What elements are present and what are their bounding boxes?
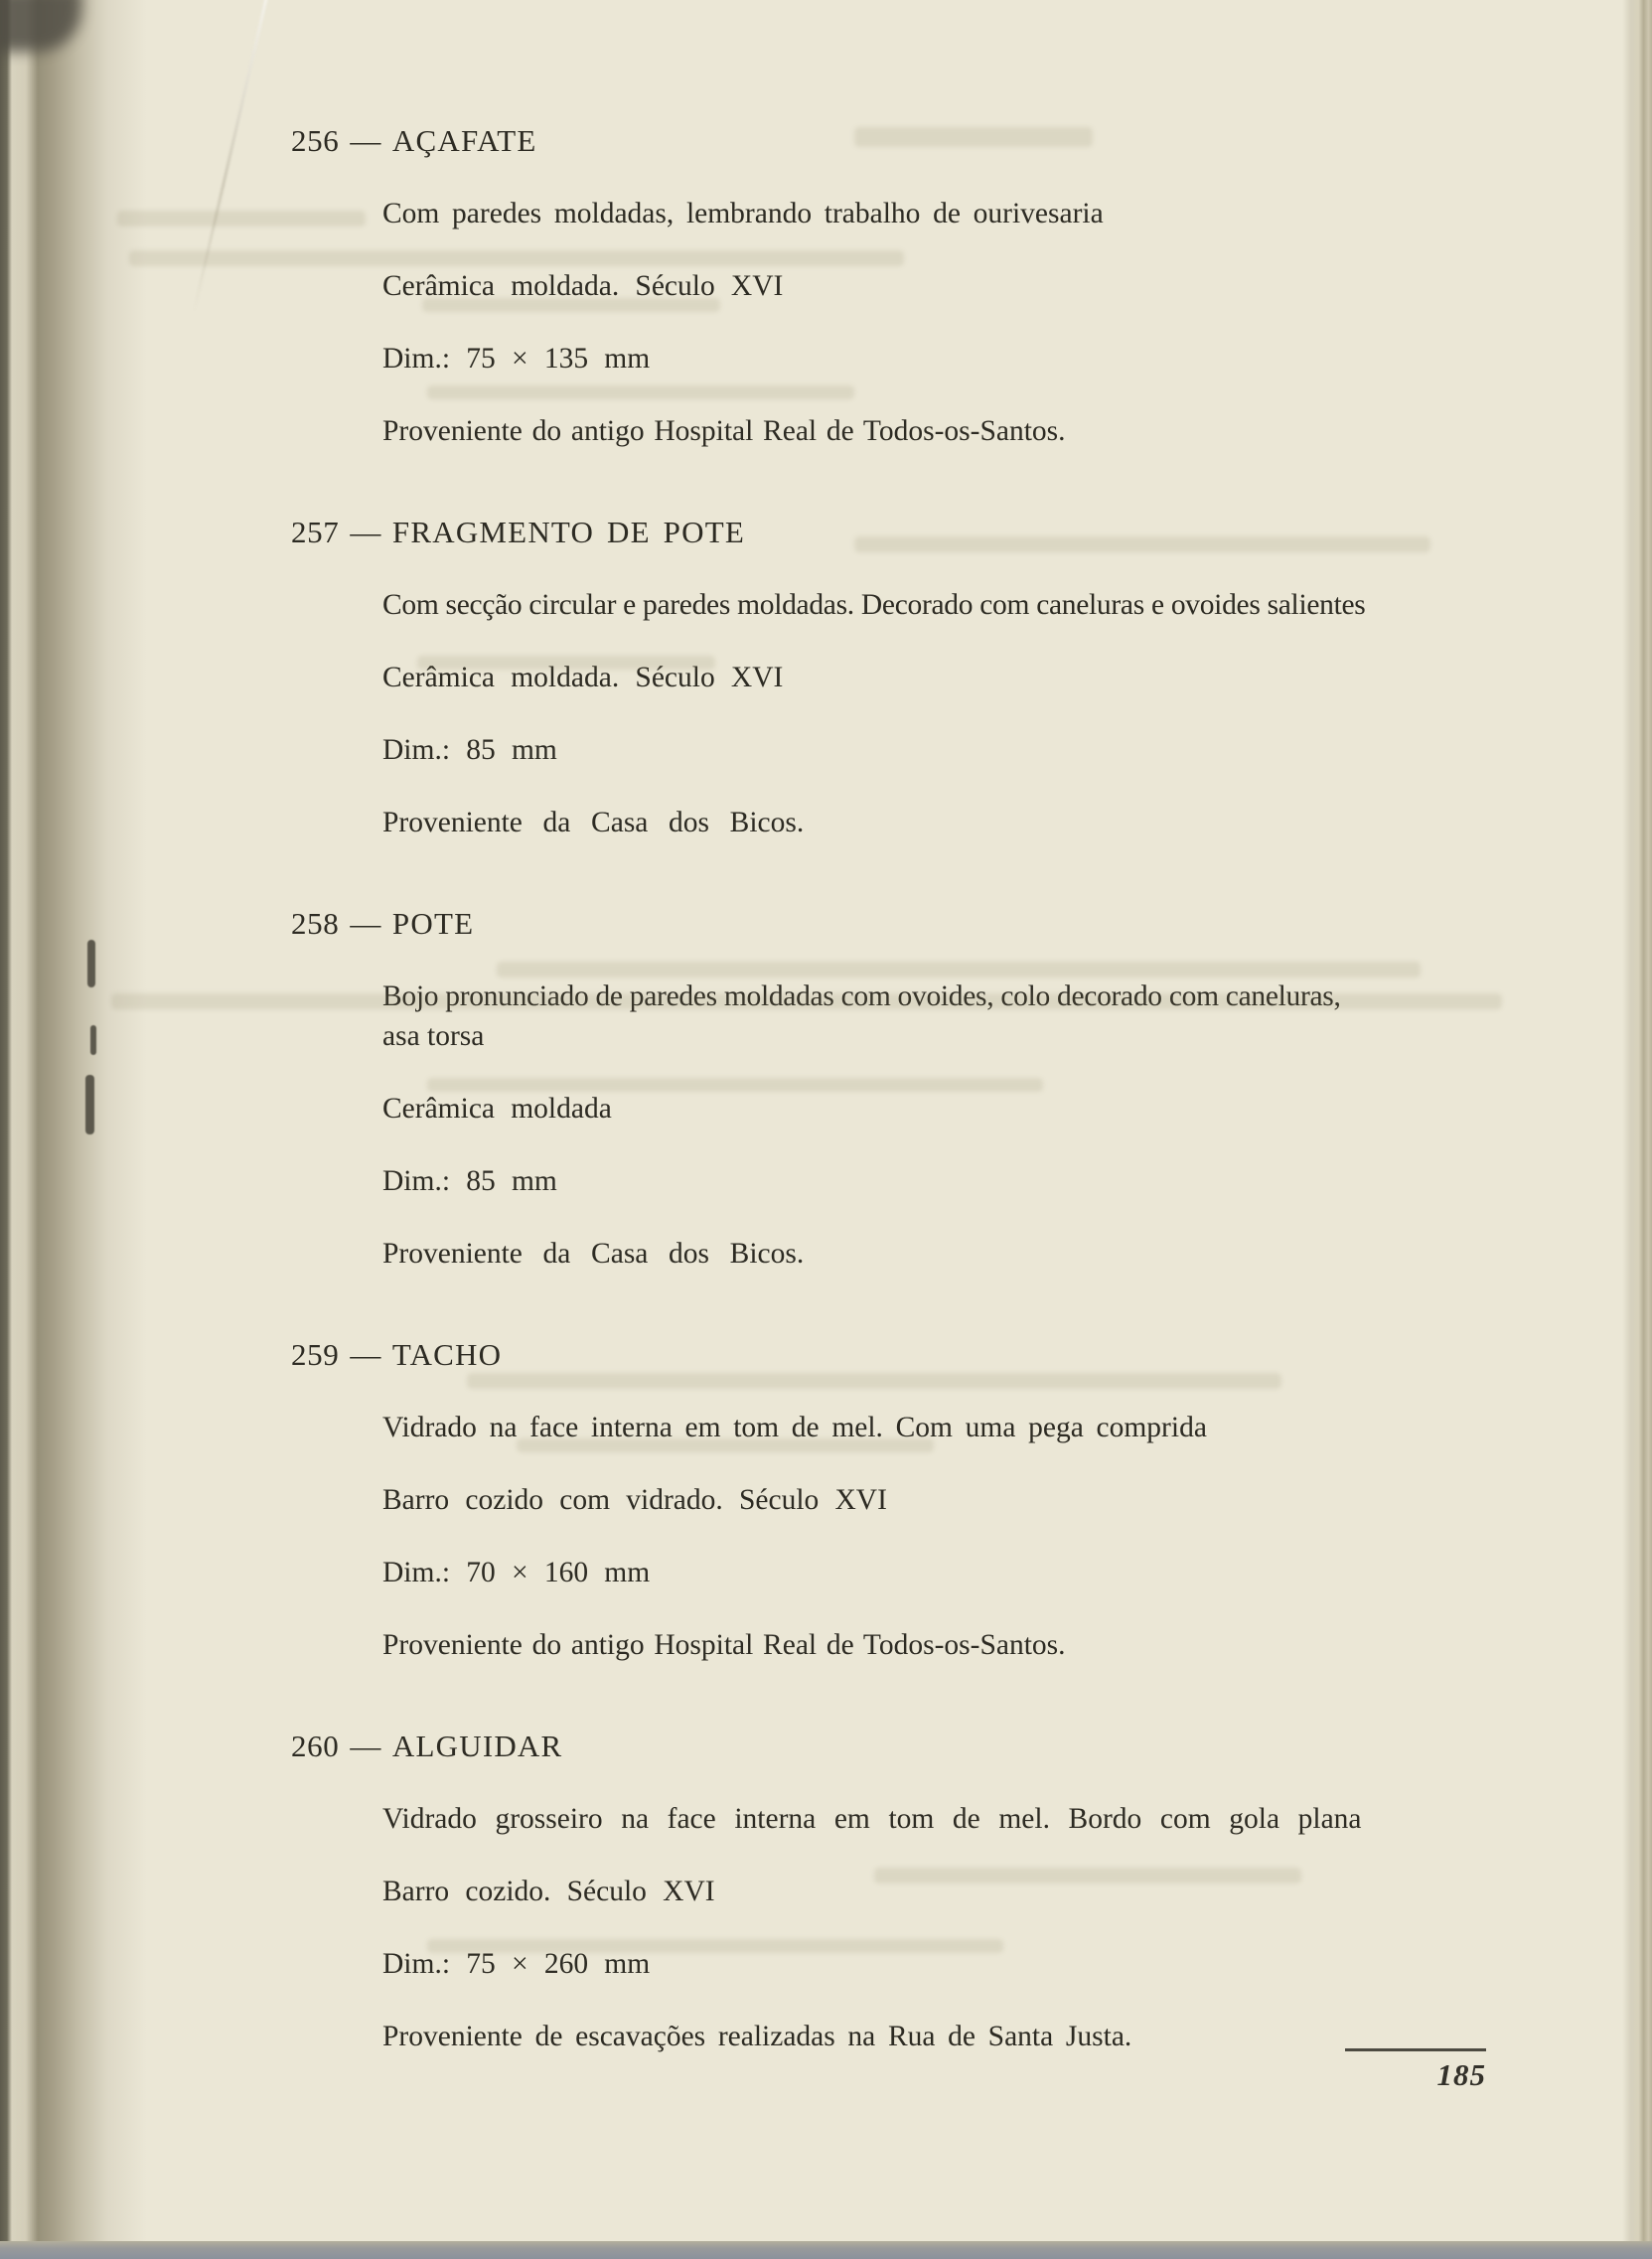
- ink-mark: [90, 1025, 96, 1055]
- entry-header: [291, 513, 1652, 552]
- entry-header: [291, 1335, 1652, 1375]
- entry-number: 258: [291, 906, 340, 941]
- entry-description-line: asa torsa: [382, 1020, 485, 1052]
- entry-material: Cerâmica moldada. Século XVI: [382, 270, 784, 302]
- entry-title: AÇAFATE: [391, 123, 537, 158]
- entry-provenance: Proveniente da Casa dos Bicos.: [382, 807, 805, 838]
- ink-mark: [85, 1075, 94, 1134]
- catalog-entry: [291, 1727, 1652, 2089]
- entry-number: 259: [291, 1337, 340, 1372]
- catalog-entry: [291, 904, 1652, 1306]
- entry-dimensions: Dim.: 85 mm: [382, 734, 557, 766]
- page-number: 185: [1436, 2057, 1486, 2092]
- entry-header: [291, 121, 1652, 161]
- entry-dimensions: Dim.: 75 × 260 mm: [382, 1948, 651, 1980]
- entry-description-line: Com paredes moldadas, lembrando trabalho de ourivesaria: [382, 198, 1104, 229]
- catalog-entry: [291, 1335, 1652, 1698]
- entry-provenance: Proveniente de escavações realizadas na Rua de Santa Justa.: [382, 2021, 1132, 2052]
- entry-description: [382, 977, 1652, 1056]
- entry-description-line: Vidrado na face interna em tom de mel. Com uma pega comprida: [382, 1412, 1207, 1443]
- entry-material: Barro cozido com vidrado. Século XVI: [382, 1484, 887, 1516]
- entry-separator: —: [350, 515, 381, 549]
- ink-mark: [87, 940, 95, 987]
- entry-dimensions: Dim.: 70 × 160 mm: [382, 1557, 651, 1588]
- entry-description-line: Bojo pronunciado de paredes moldadas com ovoides, colo decorado com caneluras,: [382, 980, 1341, 1012]
- entry-separator: —: [350, 906, 381, 941]
- entry-separator: —: [350, 1337, 381, 1372]
- entry-provenance: Proveniente da Casa dos Bicos.: [382, 1238, 805, 1270]
- entry-dimensions: Dim.: 85 mm: [382, 1165, 557, 1197]
- entry-title: ALGUIDAR: [391, 1729, 563, 1763]
- entry-separator: —: [350, 1729, 381, 1763]
- entry-material: Cerâmica moldada: [382, 1093, 612, 1125]
- entry-header: [291, 904, 1652, 944]
- entry-provenance: Proveniente do antigo Hospital Real de Todos-os-Santos.: [382, 415, 1066, 447]
- entry-material: Cerâmica moldada. Século XVI: [382, 662, 784, 693]
- folio-block: [1345, 2048, 1486, 2093]
- entry-header: [291, 1727, 1652, 1766]
- catalog-entry: [291, 121, 1652, 484]
- entry-number: 256: [291, 123, 340, 158]
- entry-description-line: Vidrado grosseiro na face interna em tom de mel. Bordo com gola plana: [382, 1803, 1362, 1835]
- entry-number: 260: [291, 1729, 340, 1763]
- entry-provenance: Proveniente do antigo Hospital Real de Todos-os-Santos.: [382, 1629, 1066, 1661]
- entry-title: POTE: [391, 906, 475, 941]
- entry-material: Barro cozido. Século XVI: [382, 1876, 715, 1907]
- entry-number: 257: [291, 515, 340, 549]
- entry-separator: —: [350, 123, 381, 158]
- entry-title: TACHO: [391, 1337, 503, 1372]
- entry-dimensions: Dim.: 75 × 135 mm: [382, 343, 651, 375]
- catalog-entry: [291, 513, 1652, 875]
- entry-description-line: Com secção circular e paredes moldadas. Decorado com caneluras e ovoides salientes: [382, 589, 1366, 621]
- entry-title: FRAGMENTO DE POTE: [391, 515, 745, 549]
- scan-edge-bottom: [0, 2241, 1652, 2259]
